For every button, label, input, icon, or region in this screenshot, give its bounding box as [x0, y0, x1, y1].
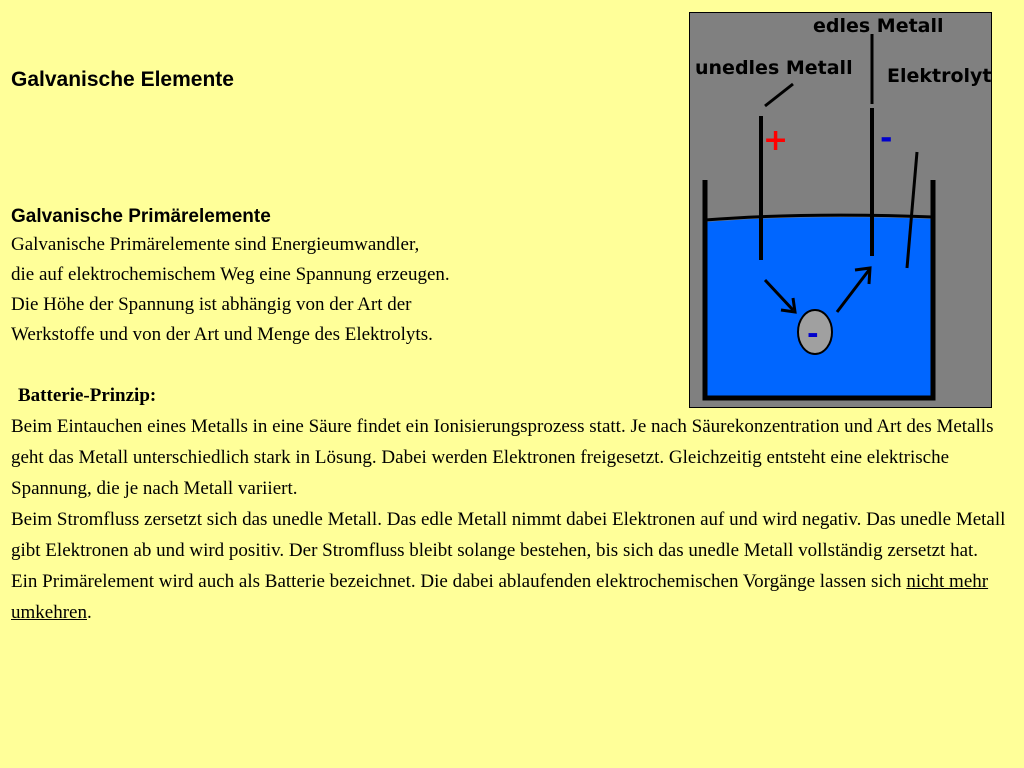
- battery-principle-heading: Batterie-Prinzip:: [18, 385, 157, 406]
- label-electrolyte: Elektrolyt: [887, 65, 992, 87]
- primary-line-2: die auf elektrochemischem Weg eine Spannung erzeugen.: [11, 264, 450, 285]
- battery-paragraph-3-end: .: [86, 602, 92, 623]
- electron-sign: -: [807, 317, 819, 350]
- battery-paragraph-2: Beim Stromfluss zersetzt sich das unedle Metall. Das edle Metall nimmt dabei Elektronen auf und wird negativ. Das unedle Metall gibt Elektronen ab und wird positiv. Der Stromfluss bleibt solange bestehen, bis sich das unedle Metall vollständig zersetzt hat.: [11, 509, 1006, 561]
- battery-paragraph-3-text: Ein Primärelement wird auch als Batterie bezeichnet. Die dabei ablaufenden elektrochemischen Vorgänge lassen sich: [11, 571, 907, 592]
- plus-sign: +: [763, 123, 789, 158]
- primary-line-1: Galvanische Primärelemente sind Energieumwandler,: [11, 234, 420, 255]
- battery-paragraph-1: Beim Eintauchen eines Metalls in eine Säure findet ein Ionisierungsprozess statt. Je nach Säurekonzentration und Art des Metalls geht das Metall unterschiedlich stark in Lösung. Dabei werden Elektronen freigesetzt. Gleichzeitig entsteht eine elektrische Spannung, die je nach Metall variiert.: [11, 416, 994, 499]
- primary-elements-heading: Galvanische Primärelemente: [11, 206, 271, 227]
- primary-line-3: Die Höhe der Spannung ist abhängig von der Art der: [11, 294, 412, 315]
- label-base-metal: unedles Metall: [695, 57, 853, 79]
- irreversible-link[interactable]: nicht mehr umkehren: [11, 571, 989, 623]
- primary-line-4: Werkstoffe und von der Art und Menge des Elektrolyts.: [11, 324, 433, 345]
- page-title: Galvanische Elemente: [11, 68, 234, 91]
- battery-paragraph-3: [11, 566, 1019, 628]
- battery-principle-section: [11, 381, 1019, 628]
- label-noble-metal: edles Metall: [813, 15, 944, 37]
- galvanic-cell-svg: [689, 12, 992, 408]
- primary-elements-section: [11, 204, 651, 350]
- minus-sign: -: [880, 121, 893, 156]
- electrolyte-liquid: [705, 217, 933, 398]
- galvanic-cell-diagram: [689, 12, 992, 408]
